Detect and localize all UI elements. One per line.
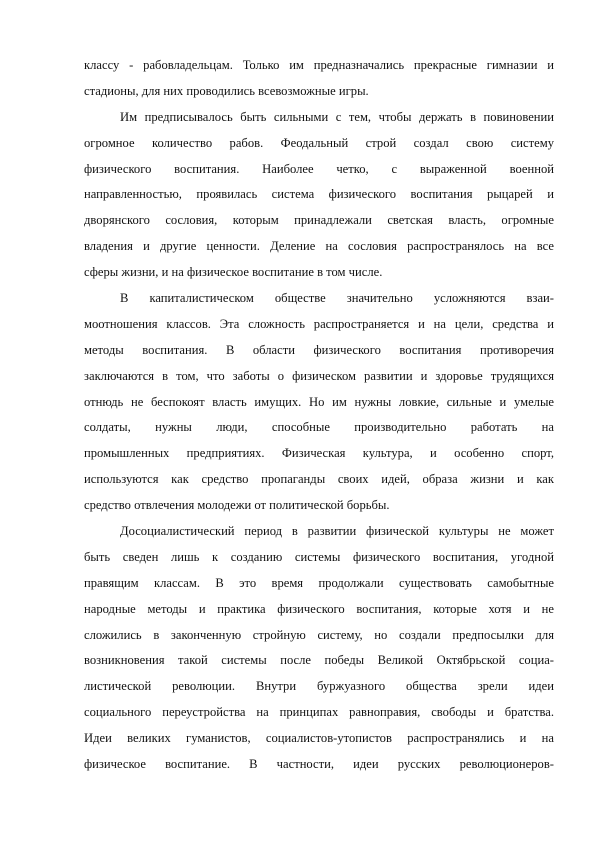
paragraph	[84, 105, 554, 286]
text-line: социального переустройства на принципах равноправия, свободы и братства.	[84, 705, 554, 720]
text-line: методы воспитания. В области физического воспитания противоречия	[84, 342, 554, 357]
text-line: листической революции. Внутри буржуазного общества зрели идеи	[84, 679, 554, 694]
text-line: Досоциалистический период в развитии физической культуры не может	[120, 524, 554, 539]
text-line: Им предписывалось быть сильными с тем, чтобы держать в повиновении	[120, 109, 554, 124]
text-line: сложились в законченную стройную систему, но создали предпосылки для	[84, 627, 554, 642]
text-line: народные методы и практика физического воспитания, которые хотя и не	[84, 601, 554, 616]
paragraph	[84, 53, 554, 105]
text-line: В капиталистическом обществе значительно усложняются взаи-	[120, 291, 554, 306]
text-line: классу - рабовладельцам. Только им предназначались прекрасные гимназии и	[84, 58, 554, 72]
paragraph	[84, 286, 554, 519]
text-line: физического воспитания. Наиболее четко, с выраженной военной	[84, 161, 554, 176]
text-line: владения и другие ценности. Деление на сословия распространялось на все	[84, 239, 554, 254]
text-line: физическое воспитание. В частности, идеи русских революционеров-	[84, 757, 554, 772]
paragraph	[84, 519, 554, 778]
text-line: направленностью, проявилась система физического воспитания рыцарей и	[84, 187, 554, 202]
text-line: правящим классам. В это время продолжали существовать самобытные	[84, 575, 554, 590]
text-line: отнюдь не беспокоят власть имущих. Но им нужны ловкие, сильные и умелые	[84, 394, 554, 409]
text-line: заключаются в том, что заботы о физическом развитии и здоровье трудящихся	[84, 368, 554, 383]
text-line: моотношения классов. Эта сложность распространяется и на цели, средства и	[84, 316, 554, 331]
text-line: дворянского сословия, которым принадлежали светская власть, огромные	[84, 213, 554, 228]
text-line: стадионы, для них проводились всевозможные игры.	[84, 83, 369, 98]
text-line: промышленных предприятиях. Физическая культура, и особенно спорт,	[84, 446, 554, 461]
text-line: быть сведен лишь к созданию системы физического воспитания, угодной	[84, 549, 554, 564]
text-line: солдаты, нужны люди, способные производительно работать на	[84, 420, 554, 435]
text-line: Идеи великих гуманистов, социалистов-утопистов распространялись и на	[84, 731, 554, 746]
text-line: используются как средство пропаганды своих идей, образа жизни и как	[84, 472, 554, 487]
text-line: возникновения такой системы после победы Великой Октябрьской социа-	[84, 653, 554, 668]
text-line: огромное количество рабов. Феодальный строй создал свою систему	[84, 135, 554, 150]
text-line: средство отвлечения молодежи от политической борьбы.	[84, 498, 390, 513]
body-text	[84, 53, 554, 778]
text-line: сферы жизни, и на физическое воспитание в том числе.	[84, 265, 383, 280]
